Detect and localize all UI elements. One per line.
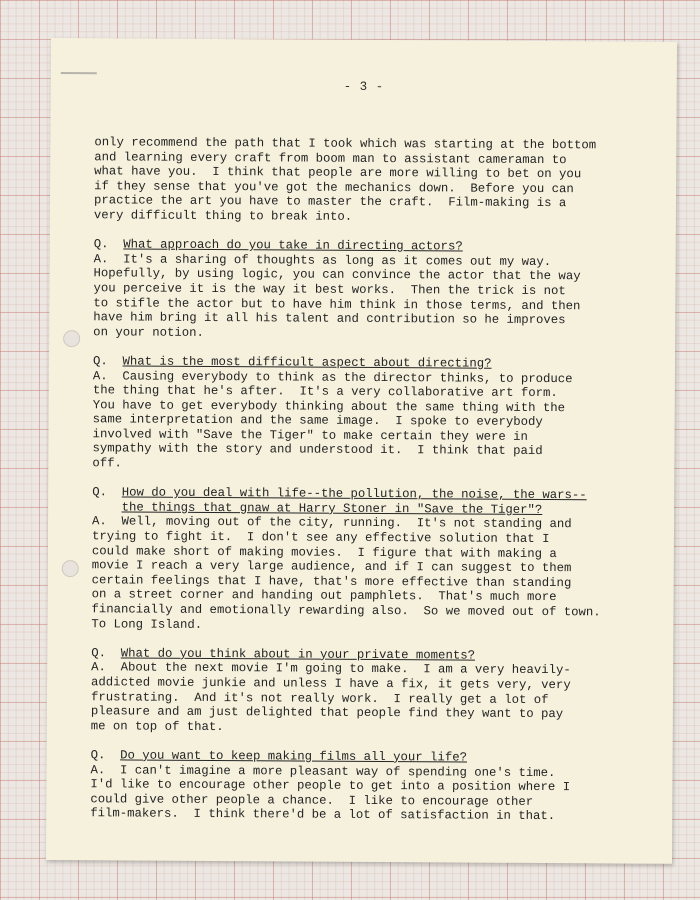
text-line: very difficult thing to break into.: [93, 208, 353, 224]
answer-line: A. Causing everybody to think as the director thinks, to produce: [92, 368, 573, 386]
question-prefix: Q.: [92, 485, 122, 500]
text-line: only recommend the path that I took which was starting at the bottom: [94, 135, 597, 153]
answer-line: To Long Island.: [91, 616, 203, 632]
answer-line: could make short of making movies. I figure that with making a: [91, 543, 557, 561]
question-text: What is the most difficult aspect about directing?: [122, 354, 492, 371]
answer-line: sympathy with the story and understood it. I think that paid: [92, 441, 543, 459]
answer-line: financially and emotionally rewarding also. So we moved out of town.: [91, 602, 601, 620]
answer-line: to stifle the actor but to have him think in those terms, and then: [93, 295, 581, 313]
page-number: - 3 -: [343, 79, 384, 95]
paper-sheet: [46, 38, 677, 864]
answer-line: A. It's a sharing of thoughts as long as it comes out my way.: [93, 252, 552, 269]
qa-block: [90, 748, 660, 824]
document-body: [90, 135, 664, 824]
answer-line: same interpretation and the same image. I spoke to everybody: [92, 412, 543, 430]
answer-line: Hopefully, by using logic, you can convince the actor that the way: [93, 266, 581, 284]
question-prefix: Q.: [90, 748, 121, 763]
text-line: what have you. I think that people are more willing to bet on you: [94, 164, 582, 182]
punch-hole-icon: [63, 330, 80, 347]
answer-line: A. Well, moving out of the city, running. It's not standing and: [92, 514, 572, 532]
question-text: Do you want to keep making films all your life?: [120, 748, 468, 765]
answer-line: off.: [92, 456, 122, 471]
answer-line: frustrating. And it's not really work. I really get a lot of: [90, 689, 549, 707]
answer-line: on your notion.: [93, 324, 204, 340]
pencil-mark: [61, 72, 97, 74]
question-text: How do you deal with life--the pollution, the noise, the wars--: [121, 485, 587, 503]
answer-line: on a street corner and handing out pamphlets. That's much more: [91, 587, 557, 605]
punch-hole-icon: [62, 560, 79, 577]
question-text: the things that gnaw at Harry Stoner in "Save the Tiger"?: [121, 500, 543, 517]
answer-line: addicted movie junkie and unless I have a fix, it gets very, very: [91, 675, 571, 693]
answer-line: the thing that he's after. It's a very collaborative art form.: [92, 383, 558, 401]
answer-line: film-makers. I think there'd be a lot of satisfaction in that.: [90, 806, 556, 824]
answer-line: pleasure and am just delighted that people find they want to pay: [90, 704, 564, 722]
answer-line: movie I reach a very large audience, and if I can suggest to them: [91, 558, 572, 576]
answer-line: You have to get everybody thinking about the same thing with the: [92, 397, 566, 415]
answer-line: I'd like to encourage other people to get into a position where I: [90, 777, 571, 795]
answer-line: me on top of that.: [90, 719, 224, 734]
answer-line: have him bring it all his talent and contribution so he improves: [93, 310, 566, 328]
answer-line: could give other people a chance. I like to encourage other: [90, 791, 534, 809]
answer-line: you perceive it is the way it best works. Then the trick is not: [93, 281, 566, 299]
qa-block: [93, 237, 664, 343]
question-prefix: Q.: [92, 354, 123, 369]
answer-line: involved with "Save the Tiger" to make certain they were in: [92, 427, 529, 444]
text-line: and learning every craft from boom man to assistant cameraman to: [94, 149, 567, 167]
text-line: practice the art you have to master the craft. Film-making is a: [93, 193, 567, 211]
question-prefix: Q.: [91, 646, 121, 661]
question-text: What do you think about in your private moments?: [120, 646, 476, 663]
answer-line: A. About the next movie I'm going to make. I am a very heavily-: [91, 660, 571, 678]
qa-block: [91, 486, 662, 635]
qa-block: [91, 646, 662, 737]
text-line: if they sense that you've got the mechanics down. Before you can: [94, 179, 574, 196]
answer-line: trying to fight it. I don't see any effective solution that I: [91, 529, 550, 547]
answer-line: certain feelings that I have, that's more effective than standing: [91, 573, 572, 591]
question-text: What approach do you take in directing actors?: [123, 237, 463, 254]
question-prefix: Q.: [93, 237, 124, 252]
qa-block: [92, 354, 663, 474]
intro-paragraph: [94, 135, 665, 226]
answer-line: A. I can't imagine a more pleasant way of spending one's time.: [90, 762, 556, 780]
